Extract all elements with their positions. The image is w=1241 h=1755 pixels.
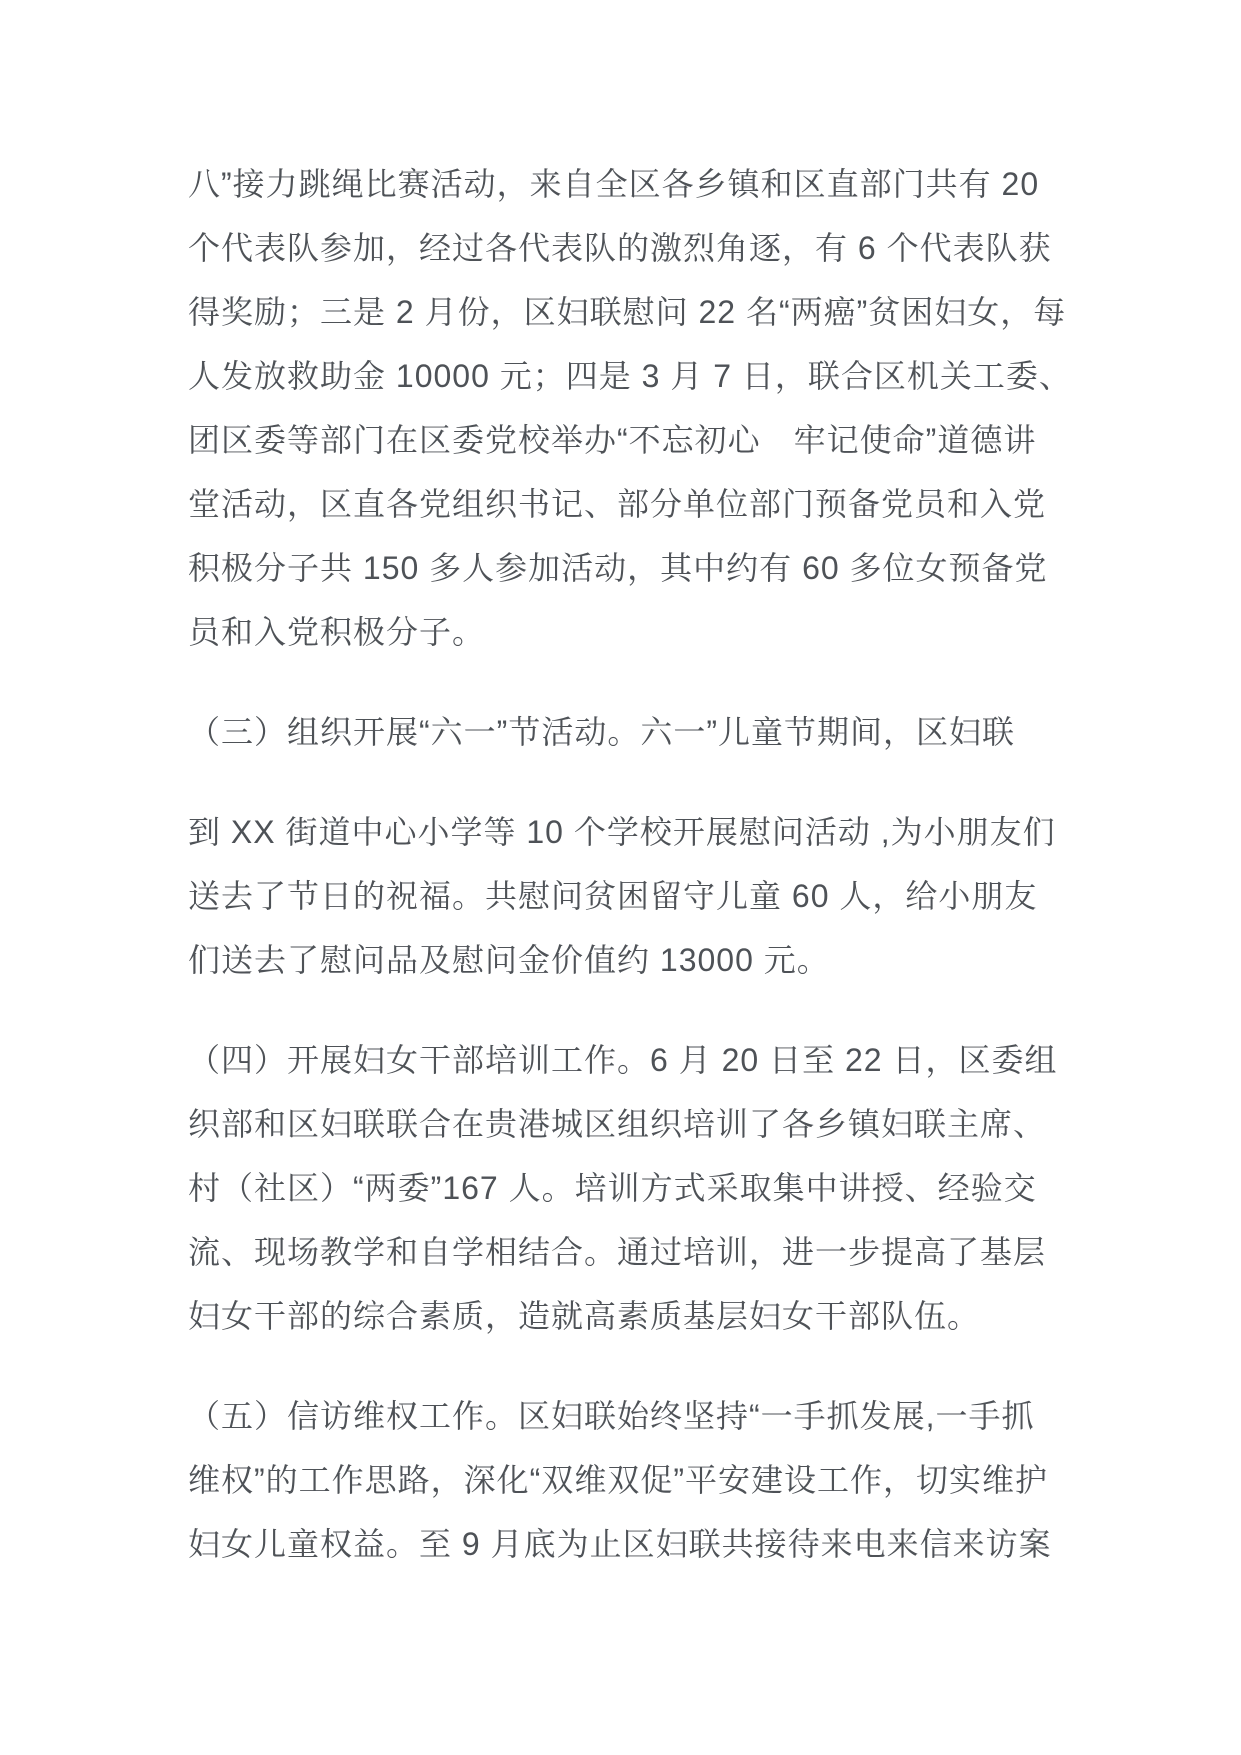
text-line: 个代表队参加，经过各代表队的激烈角逐，有 6 个代表队获 — [188, 230, 1052, 266]
paragraph-1 — [188, 152, 1072, 664]
text-line: 妇女儿童权益。至 9 月底为止区妇联共接待来电来信来访案 — [188, 1526, 1052, 1562]
text-line: 村（社区）“两委”167 人。培训方式采取集中讲授、经验交 — [188, 1170, 1037, 1206]
text-line: 织部和区妇联联合在贵港城区组织培训了各乡镇妇联主席、 — [188, 1106, 1047, 1142]
text-line: 妇女干部的综合素质，造就高素质基层妇女干部队伍。 — [188, 1298, 981, 1334]
paragraph-4 — [188, 1028, 1063, 1348]
text-line: 积极分子共 150 多人参加活动，其中约有 60 多位女预备党 — [188, 550, 1048, 586]
text-line: （三）组织开展“六一”节活动。六一”儿童节期间，区妇联 — [188, 714, 1015, 750]
text-line: （五）信访维权工作。区妇联始终坚持“一手抓发展,一手抓 — [188, 1398, 1035, 1434]
text-line: 八”接力跳绳比赛活动，来自全区各乡镇和区直部门共有 20 — [188, 166, 1040, 202]
text-line: 员和入党积极分子。 — [188, 614, 486, 650]
text-line: 人发放救助金 10000 元；四是 3 月 7 日，联合区机关工委、 — [188, 358, 1072, 394]
text-line: （四）开展妇女干部培训工作。6 月 20 日至 22 日，区委组 — [188, 1042, 1058, 1078]
text-line: 们送去了慰问品及慰问金价值约 13000 元。 — [188, 942, 830, 978]
text-line: 维权”的工作思路，深化“双维双促”平安建设工作，切实维护 — [188, 1462, 1048, 1498]
text-line: 团区委等部门在区委党校举办“不忘初心 牢记使命”道德讲 — [188, 422, 1037, 458]
paragraph-2 — [188, 700, 1063, 764]
text-line: 堂活动，区直各党组织书记、部分单位部门预备党员和入党 — [188, 486, 1047, 522]
paragraph-3 — [188, 800, 1063, 992]
text-line: 流、现场教学和自学相结合。通过培训，进一步提高了基层 — [188, 1234, 1047, 1270]
text-line: 送去了节日的祝福。共慰问贫困留守儿童 60 人，给小朋友 — [188, 878, 1038, 914]
text-line: 得奖励；三是 2 月份，区妇联慰问 22 名“两癌”贫困妇女，每 — [188, 294, 1067, 330]
paragraph-5 — [188, 1384, 1063, 1576]
text-line: 到 XX 街道中心小学等 10 个学校开展慰问活动 ,为小朋友们 — [188, 814, 1056, 850]
